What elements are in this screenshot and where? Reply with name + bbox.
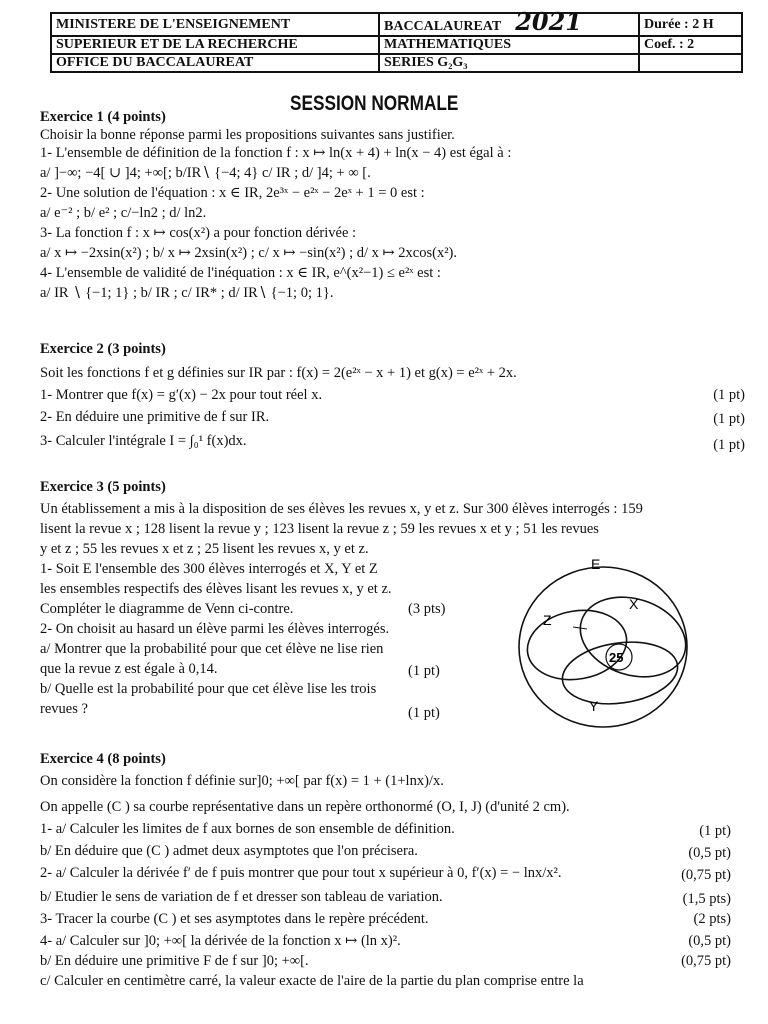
duration: Durée : 2 H <box>639 13 742 36</box>
coefficient: Coef. : 2 <box>639 36 742 54</box>
ministry-line-3: OFFICE DU BACCALAUREAT <box>51 54 379 72</box>
ex2-points: (1 pt) <box>713 437 745 453</box>
ex4-points: (0,5 pt) <box>688 933 731 949</box>
ex2-line: 3- Calculer l'intégrale I = ∫₀¹ f(x)dx. <box>40 433 247 449</box>
ex1-line: 4- L'ensemble de validité de l'inéquation : x ∈ IR, e^(x²−1) ≤ e²ˣ est : <box>40 265 441 281</box>
exam-cell <box>379 7 639 36</box>
ex1-line: a/ x ↦ −2xsin(x²) ; b/ x ↦ 2xsin(x²) ; c/ x ↦ −sin(x²) ; d/ x ↦ 2xcos(x²). <box>40 245 458 261</box>
ex2-line: Soit les fonctions f et g définies sur IR par : f(x) = 2(e²ˣ − x + 1) et g(x) = e²ˣ + 2x. <box>40 365 517 381</box>
ex4-points: (1 pt) <box>699 823 731 839</box>
exam-year: 2021 <box>515 7 582 36</box>
ex3-line: 1- Soit E l'ensemble des 300 élèves interrogés et X, Y et Z <box>40 561 378 577</box>
ex3-line: les ensembles respectifs des élèves lisant les revues x, y et z. <box>40 581 392 597</box>
ex4-line: b/ Etudier le sens de variation de f et dresser son tableau de variation. <box>40 889 443 905</box>
ex3-line: que la revue z est égale à 0,14. <box>40 661 218 677</box>
ex4-points: (0,75 pt) <box>681 953 731 969</box>
venn-label-x: X <box>629 596 639 612</box>
ex3-points: (1 pt) <box>408 705 440 721</box>
ex3-points: (3 pts) <box>408 601 446 617</box>
ex4-line: b/ En déduire une primitive F de f sur ]0; +∞[. <box>40 953 309 969</box>
empty-cell <box>639 54 742 72</box>
ex1-line: 2- Une solution de l'équation : x ∈ IR, 2e³ˣ − e²ˣ − 2eˣ + 1 = 0 est : <box>40 185 425 201</box>
ex3-line: Un établissement a mis à la disposition de ses élèves les revues x, y et z. Sur 300 élèves interrogés : 159 <box>40 501 643 517</box>
exercise-1-title: Exercice 1 (4 points) <box>40 109 166 125</box>
header-table <box>50 7 743 73</box>
ex3-points: (1 pt) <box>408 663 440 679</box>
series: SERIES G₂G₃ <box>379 54 639 72</box>
exercise-3-title: Exercice 3 (5 points) <box>40 479 166 495</box>
exam-header <box>50 7 743 70</box>
ex4-points: (1,5 pts) <box>682 891 731 907</box>
subject: MATHEMATIQUES <box>379 36 639 54</box>
ex2-line: 1- Montrer que f(x) = g′(x) − 2x pour tout réel x. <box>40 387 323 403</box>
ex4-line: On considère la fonction f définie sur]0; +∞[ par f(x) = 1 + (1+lnx)/x. <box>40 773 444 789</box>
ex3-line: Compléter le diagramme de Venn ci-contre. <box>40 601 294 617</box>
ex4-line: On appelle (C ) sa courbe représentative dans un repère orthonormé (O, I, J) (d'unité 2 cm). <box>40 799 570 815</box>
ex2-points: (1 pt) <box>713 387 745 403</box>
ex3-line: y et z ; 55 les revues x et z ; 25 lisent les revues x, y et z. <box>40 541 369 557</box>
ex1-line: Choisir la bonne réponse parmi les propositions suivantes sans justifier. <box>40 127 455 143</box>
ex3-line: b/ Quelle est la probabilité pour que cet élève lise les trois <box>40 681 377 697</box>
ex4-line: b/ En déduire que (C ) admet deux asymptotes que l'on précisera. <box>40 843 418 859</box>
ex4-line: 4- a/ Calculer sur ]0; +∞[ la dérivée de la fonction x ↦ (ln x)². <box>40 933 401 949</box>
ex3-line: 2- On choisit au hasard un élève parmi les élèves interrogés. <box>40 621 390 637</box>
ex1-line: a/ ]−∞; −4[ ∪ ]4; +∞[; b/IR∖ {−4; 4} c/ IR ; d/ ]4; + ∞ [. <box>40 165 371 181</box>
exam-name: BACCALAUREAT <box>384 19 502 34</box>
ex1-line: 3- La fonction f : x ↦ cos(x²) a pour fonction dérivée : <box>40 225 357 241</box>
ex1-line: a/ IR ∖ {−1; 1} ; b/ IR ; c/ IR* ; d/ IR∖ {−1; 0; 1}. <box>40 285 334 301</box>
ex4-points: (0,5 pt) <box>688 845 731 861</box>
ex2-points: (1 pt) <box>713 411 745 427</box>
ex4-line: 2- a/ Calculer la dérivée f′ de f puis montrer que pour tout x supérieur à 0, f′(x) = − lnx/x². <box>40 865 562 881</box>
ex1-line: a/ e⁻² ; b/ e² ; c/−ln2 ; d/ ln2. <box>40 205 207 221</box>
ex2-line: 2- En déduire une primitive de f sur IR. <box>40 409 270 425</box>
session-title: SESSION NORMALE <box>290 92 459 115</box>
ex4-line: c/ Calculer en centimètre carré, la valeur exacte de l'aire de la partie du plan comprise entre la <box>40 973 584 989</box>
ex1-line: 1- L'ensemble de définition de la fonction f : x ↦ ln(x + 4) + ln(x − 4) est égal à : <box>40 145 512 161</box>
exercise-4-title: Exercice 4 (8 points) <box>40 751 166 767</box>
exercise-2-title: Exercice 2 (3 points) <box>40 341 166 357</box>
venn-label-z: Z <box>543 612 552 628</box>
ministry-line-2: SUPERIEUR ET DE LA RECHERCHE <box>51 36 379 54</box>
venn-diagram <box>515 555 705 730</box>
ministry-line-1: MINISTERE DE L'ENSEIGNEMENT <box>51 13 379 36</box>
ex3-line: lisent la revue x ; 128 lisent la revue y ; 123 lisent la revue z ; 59 les revues x et y ; 51 les revues <box>40 521 599 537</box>
ex4-points: (0,75 pt) <box>681 867 731 883</box>
venn-center-value: 25 <box>609 650 624 665</box>
ex4-points: (2 pts) <box>693 911 731 927</box>
venn-label-e: E <box>591 556 601 572</box>
ex4-line: 3- Tracer la courbe (C ) et ses asymptotes dans le repère précédent. <box>40 911 429 927</box>
ex4-line: 1- a/ Calculer les limites de f aux bornes de son ensemble de définition. <box>40 821 455 837</box>
venn-label-y: Y <box>589 698 599 714</box>
ex3-line: a/ Montrer que la probabilité pour que cet élève ne lise rien <box>40 641 384 657</box>
ex3-line: revues ? <box>40 701 88 717</box>
